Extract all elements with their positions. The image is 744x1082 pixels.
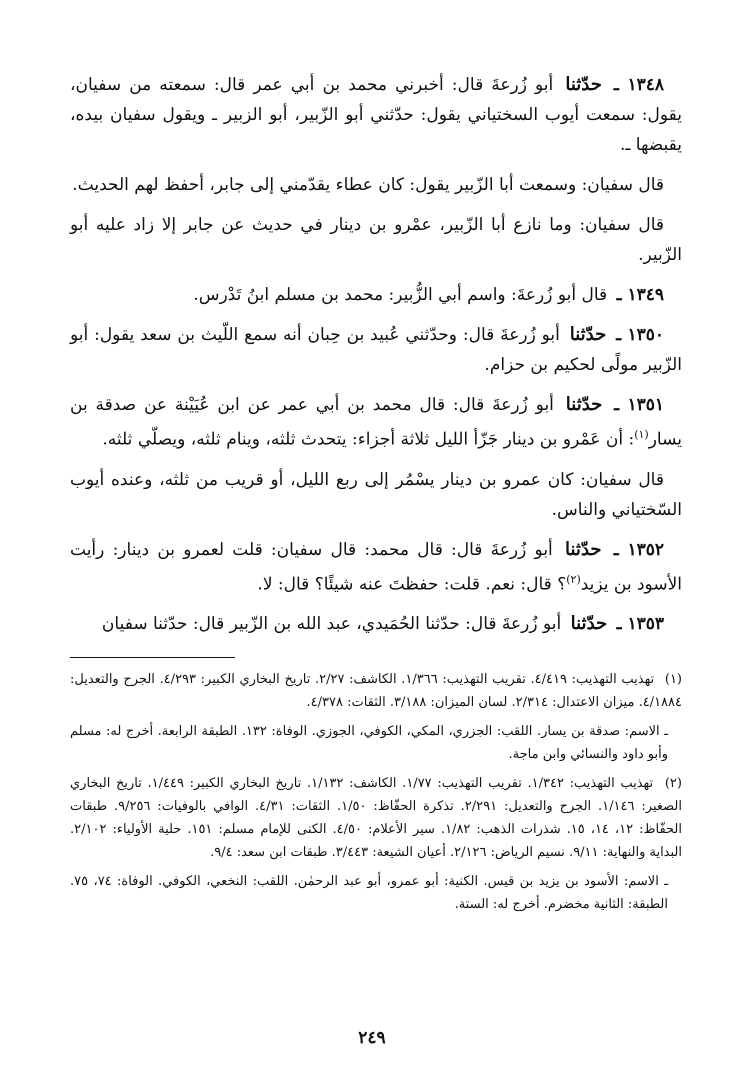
hadith-keyword: حدّثنا (565, 74, 602, 95)
hadith-number: ١٣٥٣ ـ (616, 614, 664, 635)
hadith-1351 (70, 390, 682, 455)
hadith-number: ١٣٥٠ ـ (616, 325, 664, 345)
footnote-text: تهذيب التهذيب: ٤/٤١٩. تقريب التهذيب: ١/٣٦٦. الكاشف: ٢/٢٧. تاريخ البخاري الكبير: ٤/٢٩٣. الجرح والتعديل: ٤/١٨٨٤. ميزان الاعتدال: ٢/٣١٤. لسان الميزان: ٣/١٨٨. الثقات: ٤/٣٧٨. (70, 672, 682, 711)
footnote-1 (70, 668, 682, 714)
hadith-number: ١٣٤٩ ـ (616, 285, 664, 305)
paragraph-text: قال سفيان: وسمعت أبا الزّبير يقول: كان عطاء يقدّمني إلى جابر، أحفظ لهم الحديث. (72, 175, 664, 195)
page-number: ٢٤٩ (358, 1028, 386, 1048)
hadith-1352 (70, 535, 682, 600)
hadith-keyword: حدّثنا (565, 394, 603, 415)
hadith-text: أبو زُرعةَ قال: قال محمد: قال سفيان: قلت لعمرو بن دينار: رأيت الأسود بن يزيد (70, 539, 682, 595)
paragraph-text: قال سفيان: وما نازع أبا الزّبير، عمْرو بن دينار في حديث عن جابر إلا زاد عليه أبو الزّبير. (70, 215, 682, 265)
footnote-text: ـ الاسم: الأسود بن يزيد بن قيس. الكنية: أبو عمرو، أبو عبد الرحمٰن. اللقب: النخعي، الكوفي. الوفاة: ٧٤، ٧٥. الطبقة: الثانية مخضرم. أخرج له: الستة. (70, 874, 669, 913)
footnote-text: تهذيب التهذيب: ١/٣٤٢. تقريب التهذيب: ١/٧٧. الكاشف: ١/١٣٢. تاريخ البخاري الكبير: ١/٤٤٩. تاريخ البخاري الصغير: ١/١٤٦. الجرح والتعديل: ٢/٢٩١. تذكرة الحفّاظ: ١/٥٠. الثقات: ٤/٣١. الوافي بالوفيات: ٩/٢٥٦. طبقات الحفّاظ: ١٢، ١٤، ١٥. شذرات الذهب: ١/٨٢. سير الأعلام: ٤/٥٠. الكنى للإمام مسلم: ١٥١. حلية الأولياء: ٢/١٠٢. البداية والنهاية: ٩/١١. نسيم الرياض: ٢/١٢٦. أعيان الشيعة: ٣/٤٤٣. طبقات ابن سعد: ٩/٤. (70, 776, 682, 861)
hadith-1353 (70, 609, 682, 639)
hadith-1348 (70, 70, 682, 160)
footnote-ref-1[interactable]: (١) (634, 428, 649, 441)
paragraph-sufyan-2 (70, 210, 682, 270)
hadith-number: ١٣٥٢ ـ (613, 539, 665, 560)
hadith-text-cont: ؟ قال: نعم. قلت: حفظتَ عنه شيئًا؟ قال: لا. (257, 574, 567, 595)
footnote-ref-2[interactable]: (٢) (566, 572, 581, 586)
footnote-separator-wrap (70, 657, 682, 658)
hadith-keyword: حدّثنا (570, 613, 608, 635)
paragraph-sufyan-3 (70, 465, 682, 525)
hadith-text: أبو زُرعةَ قال: وحدّثني عُبيد بن حِبان أنه سمع اللّيث بن سعد يقول: أبو الزّبير مولًى لحكيم بن حزام. (70, 325, 682, 375)
footnote-separator (70, 657, 235, 658)
hadith-text: أبو زُرعةَ قال: أخبرني محمد بن أبي عمر قال: سمعته من سفيان، يقول: سمعت أيوب السختياني يقول: حدّثني أبو الزّبير، أبو الزبير ـ ويقول سفيان بيده، يقبضها ـ. (70, 75, 682, 155)
hadith-keyword: حدّثنا (565, 538, 602, 560)
hadith-number: ١٣٤٨ ـ (613, 75, 665, 95)
hadith-text: أبو زُرعةَ قال: حدّثنا الحُمَيدي، عبد الله بن الزّبير قال: حدّثنا سفيان (101, 614, 562, 635)
hadith-text-cont: : أن عَمْرو بن دينار جَزّأ الليل ثلاثة أجزاء: يتحدث ثلثه، وينام ثلثه، ويصلّي ثلثه. (102, 429, 635, 450)
footnote-1-bio (70, 720, 682, 766)
footnote-text: ـ الاسم: صدقة بن يسار. اللقب: الجزري، المكي، الكوفي، الجوزي. الوفاة: ١٣٢. الطبقة الرابعة. أخرج له: مسلم وأبو داود والنسائي وابن ماجة. (70, 724, 668, 763)
hadith-number: ١٣٥١ ـ (614, 395, 665, 415)
main-text (70, 70, 682, 639)
hadith-text: أبو زُرعةَ قال: قال محمد بن أبي عمر عن ابن عُيَيْنة عن صدقة بن يسار (70, 395, 682, 450)
footnote-2 (70, 772, 682, 864)
footnotes (70, 668, 682, 916)
footnote-mark: (٢) (664, 776, 682, 792)
paragraph-sufyan-1 (70, 170, 682, 200)
hadith-keyword: حدّثنا (569, 324, 607, 345)
footnote-mark: (١) (664, 672, 682, 688)
paragraph-text: قال سفيان: كان عمرو بن دينار يسْمُر إلى ربع الليل، أو قريب من ثلثه، وعنده أيوب السّختياني والناس. (70, 469, 682, 520)
hadith-1349 (70, 280, 682, 310)
footnote-2-bio (70, 870, 682, 916)
hadith-text: قال أبو زُرعةَ: واسم أبي الزُّبير: محمد بن مسلم ابنُ تَدْرس. (193, 285, 608, 305)
hadith-1350 (70, 320, 682, 380)
